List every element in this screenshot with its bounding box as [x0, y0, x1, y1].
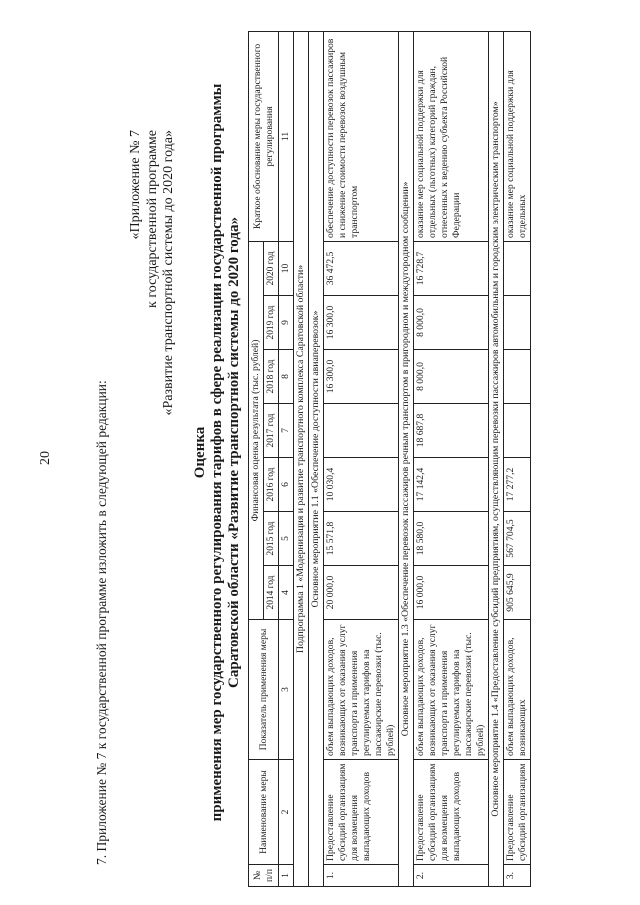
indicator-cell: объем выпадающих доходов, возникающих от оказания услуг транспорта и применения регулируемых тарифов на пассажирские перевозки (тыс. рублей)	[414, 620, 489, 760]
row-num: 3.	[504, 865, 531, 887]
intro-text: 7. Приложение № 7 к государственной программе изложить в следующей редакции:	[94, 380, 109, 865]
value-cell: 8 000,0	[414, 296, 489, 350]
appendix-header	[128, 130, 178, 490]
year-2017: 2017 год	[264, 404, 279, 458]
table-row	[324, 31, 399, 886]
appendix-line-1: «Приложение № 7	[128, 130, 143, 240]
document-title	[192, 0, 243, 905]
col-number: 6	[279, 458, 294, 512]
col-number: 1	[279, 865, 294, 887]
col-number: 9	[279, 296, 294, 350]
col-number: 10	[279, 241, 294, 295]
col-number: 11	[279, 31, 294, 241]
value-cell: 16 728,7	[414, 241, 489, 295]
column-numbers-row	[279, 31, 294, 886]
value-cell: 18 687,8	[414, 404, 489, 458]
value-cell: 18 580,0	[414, 512, 489, 566]
year-2016: 2016 год	[264, 458, 279, 512]
col-number: 3	[279, 620, 294, 760]
page-number: 20	[38, 451, 53, 465]
tariff-table	[248, 31, 531, 887]
col-number: 7	[279, 404, 294, 458]
header-financial: Финансовая оценка результата (тыс. рублей)	[249, 241, 264, 619]
value-cell: 16 300,0	[324, 296, 399, 350]
event-1-4-title: Основное мероприятие 1.4 «Предоставление субсидий предприятиям, осуществляющим перевозки пассажиров автомобильным и городским электрическим транспортом»	[489, 31, 504, 886]
year-2015: 2015 год	[264, 512, 279, 566]
value-cell: 17 142,4	[414, 458, 489, 512]
col-number: 8	[279, 350, 294, 404]
col-number: 2	[279, 760, 294, 865]
table-row	[504, 31, 531, 886]
value-cell	[324, 404, 399, 458]
value-cell	[504, 296, 531, 350]
year-2020: 2020 год	[264, 241, 279, 295]
title-line-3: Саратовской области «Развитие транспортной системы до 2020 года»	[226, 217, 242, 688]
justification-cell: обеспечение доступности перевозок пассажиров и снижение стоимости перевозок воздушным транспортом	[324, 31, 399, 241]
header-justification: Краткое обоснование меры государственного регулирования	[249, 31, 279, 241]
col-number: 4	[279, 566, 294, 620]
event-row	[489, 31, 504, 886]
appendix-line-2: к государственной программе	[144, 130, 160, 308]
row-num: 2.	[414, 865, 489, 887]
title-line-2: применения мер государственного регулирования тарифов в сфере реализации государственной программы	[209, 83, 225, 822]
header-num: № п/п	[249, 865, 279, 887]
measure-cell: Предоставление субсидий организациям для возмещения выпадающих доходов	[414, 760, 489, 865]
event-1-3-title: Основное мероприятие 1.3 «Обеспечение перевозок пассажиров речным транспортом в пригородном и междугородном сообщении»	[399, 31, 414, 886]
value-cell: 20 000,0	[324, 566, 399, 620]
value-cell: 16 000,0	[414, 566, 489, 620]
col-number: 5	[279, 512, 294, 566]
value-cell: 567 704,5	[504, 512, 531, 566]
title-line-1: Оценка	[192, 426, 208, 479]
indicator-cell: объем выпадающих доходов, возникающих	[504, 620, 531, 760]
header-indicator: Показатель применения меры	[249, 620, 279, 760]
value-cell: 8 000,0	[414, 350, 489, 404]
value-cell: 905 645,9	[504, 566, 531, 620]
event-row	[399, 31, 414, 886]
measure-cell: Предоставление субсидий организациям	[504, 760, 531, 865]
value-cell: 36 472,5	[324, 241, 399, 295]
appendix-line-3: «Развитие транспортной системы до 2020 года»	[161, 130, 176, 416]
subprogram-title: Подпрограмма 1 «Модернизация и развитие транспортного комплекса Саратовской области»	[294, 31, 309, 886]
table-row	[414, 31, 489, 886]
indicator-cell: объем выпадающих доходов, возникающих от оказания услуг транспорта и применения регулируемых тарифов на пассажирские перевозки (тыс. рублей)	[324, 620, 399, 760]
value-cell: 16 300,0	[324, 350, 399, 404]
year-2019: 2019 год	[264, 296, 279, 350]
year-2018: 2018 год	[264, 350, 279, 404]
justification-cell: оказание мер социальной поддержки для отдельных	[504, 31, 531, 241]
value-cell	[504, 404, 531, 458]
subprogram-row	[294, 31, 309, 886]
year-2014: 2014 год	[264, 566, 279, 620]
event-row	[309, 31, 324, 886]
row-num: 1.	[324, 865, 399, 887]
header-measure: Наименование меры	[249, 760, 279, 865]
value-cell	[504, 241, 531, 295]
value-cell	[504, 350, 531, 404]
value-cell: 17 277,2	[504, 458, 531, 512]
justification-cell: оказание мер социальной поддержки для отдельных (льготных) категорий граждан, отнесенных к ведению субъекта Российской Федерации	[414, 31, 489, 241]
measure-cell: Предоставление субсидий организациям для возмещения выпадающих доходов	[324, 760, 399, 865]
header-row-1	[249, 31, 264, 886]
value-cell: 15 571,8	[324, 512, 399, 566]
event-1-1-title: Основное мероприятие 1.1 «Обеспечение доступности авиаперевозок»	[309, 31, 324, 886]
value-cell: 10 030,4	[324, 458, 399, 512]
